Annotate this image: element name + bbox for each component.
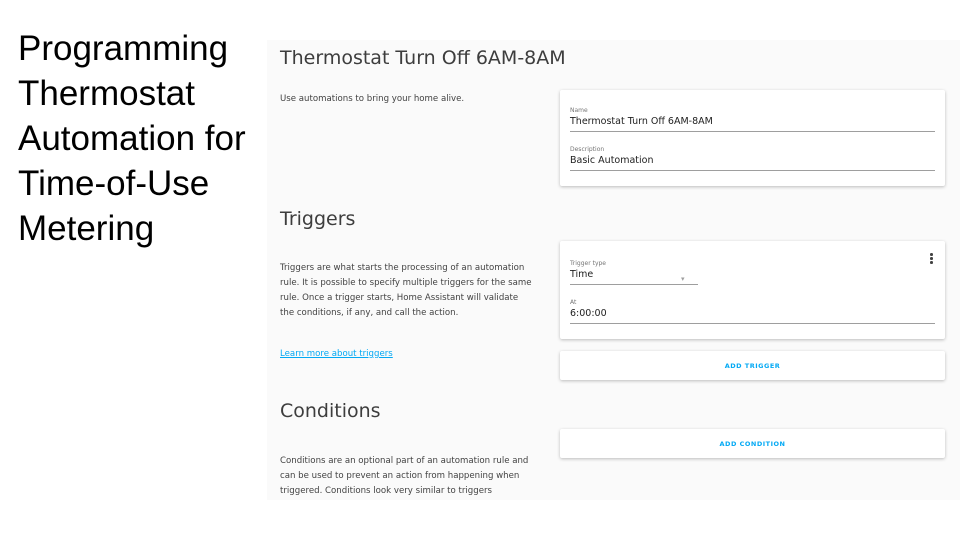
learn-more-triggers-link[interactable]: Learn more about triggers <box>280 349 393 359</box>
slide-title <box>18 26 268 251</box>
slide-title-line: Automation for <box>18 119 246 158</box>
trigger-type-select[interactable] <box>570 260 698 285</box>
name-field[interactable] <box>570 107 935 132</box>
at-time-field[interactable] <box>570 299 935 324</box>
chevron-down-icon[interactable]: ▾ <box>681 275 685 283</box>
at-time-label: At <box>570 299 577 306</box>
description-field-value[interactable]: Basic Automation <box>570 155 935 171</box>
automation-details-card <box>560 90 945 186</box>
triggers-heading: Triggers <box>280 208 356 230</box>
triggers-description: Triggers are what starts the processing of an automation rule. It is possible to specify multiple triggers for the same rule. Once a trigger starts, Home Assistant will validate the conditions, if any, and call the action. <box>280 263 532 318</box>
name-field-value[interactable]: Thermostat Turn Off 6AM-8AM <box>570 116 935 132</box>
slide-title-line: Programming <box>18 29 229 68</box>
slide-title-line: Metering <box>18 209 155 248</box>
slide-title-line: Thermostat <box>18 74 195 113</box>
trigger-type-label: Trigger type <box>570 260 607 267</box>
description-field-label: Description <box>570 146 605 153</box>
slide-title-line: Time-of-Use <box>18 164 210 203</box>
automation-editor-screenshot <box>267 40 960 500</box>
add-condition-button[interactable]: ADD CONDITION <box>560 429 945 458</box>
conditions-description: Conditions are an optional part of an automation rule and can be used to prevent an action from happening when triggered. Conditions look very similar to triggers <box>280 456 529 496</box>
at-time-value[interactable]: 6:00:00 <box>570 308 935 324</box>
description-field[interactable] <box>570 146 935 171</box>
conditions-heading: Conditions <box>280 400 381 422</box>
automation-title: Thermostat Turn Off 6AM-8AM <box>280 47 566 69</box>
trigger-card <box>560 241 945 339</box>
automation-intro: Use automations to bring your home alive. <box>280 94 465 104</box>
add-trigger-button[interactable]: ADD TRIGGER <box>560 351 945 380</box>
name-field-label: Name <box>570 107 588 114</box>
trigger-type-value[interactable]: Time <box>570 269 698 285</box>
more-vert-icon[interactable] <box>930 253 933 265</box>
